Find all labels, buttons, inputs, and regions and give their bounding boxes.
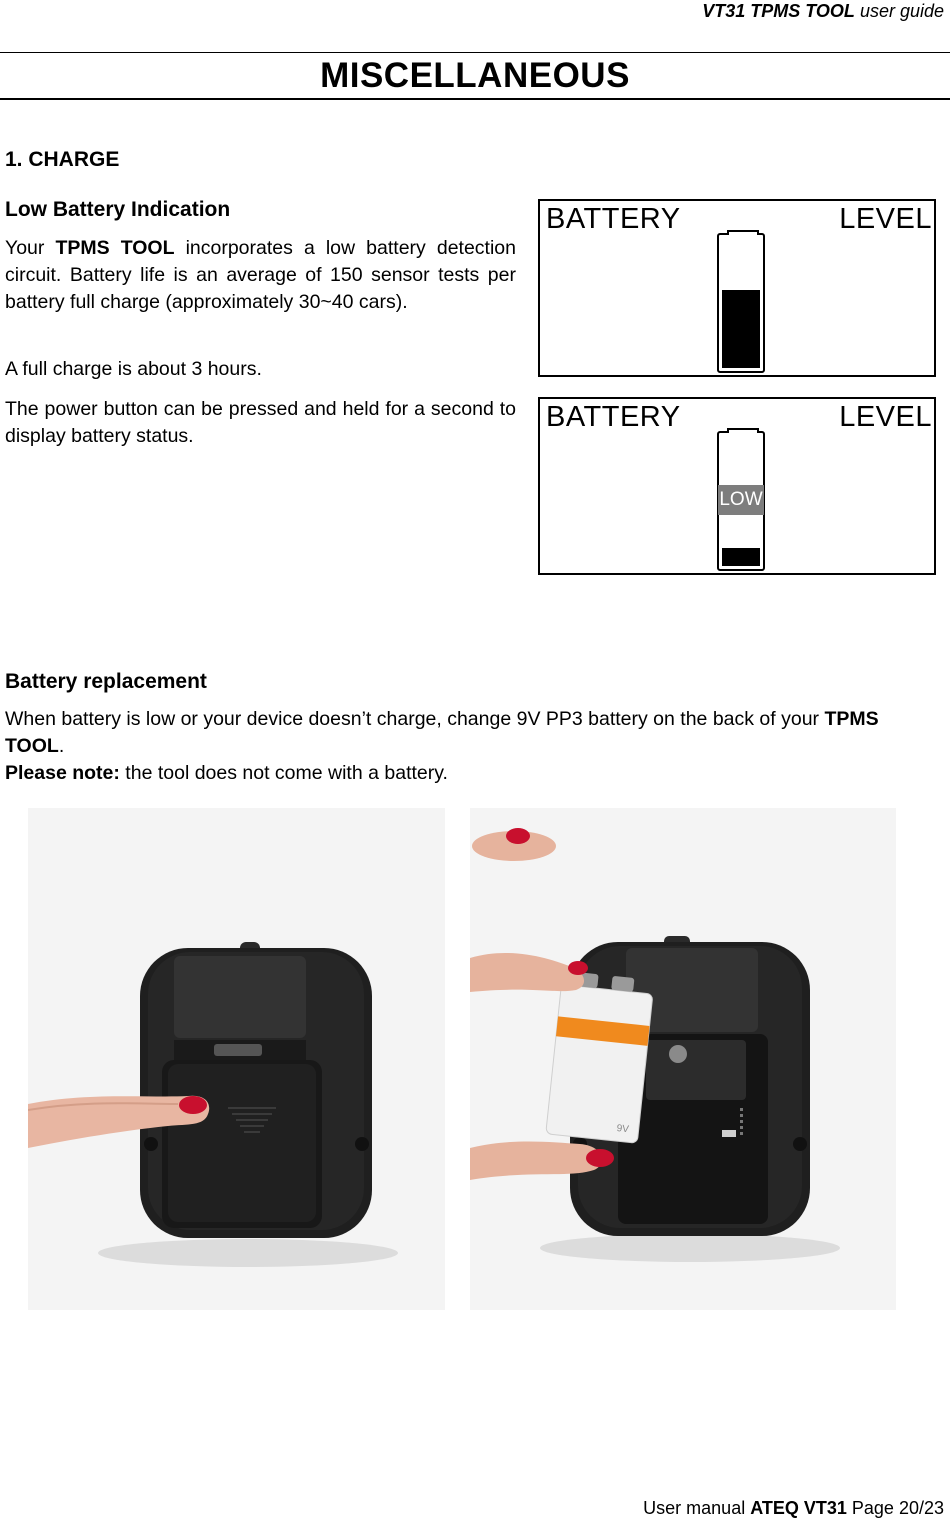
- battery-terminal: [727, 230, 759, 235]
- section-heading: 1. CHARGE: [5, 148, 120, 171]
- low-badge: LOW: [718, 485, 764, 515]
- footer-prefix: User manual: [643, 1498, 751, 1518]
- battery-fill-level: [722, 290, 760, 368]
- replacement-brand: TPMS TOOL: [5, 708, 879, 757]
- battery-terminal: [727, 428, 759, 433]
- replacement-end: .: [58, 735, 65, 757]
- p1-brand: TPMS TOOL: [55, 237, 175, 259]
- header-suffix: user guide: [859, 1, 944, 21]
- title-rule: [0, 98, 950, 100]
- low-battery-heading: Low Battery Indication: [5, 198, 231, 221]
- lcd-label-level: LEVEL: [839, 203, 932, 235]
- replacement-heading: Battery replacement: [5, 670, 207, 693]
- low-battery-paragraph-3: The power button can be pressed and held for a second to display battery status.: [5, 398, 516, 447]
- device-back-cover-image: [28, 808, 445, 1310]
- footer-page: Page 20/23: [846, 1498, 944, 1518]
- page-header: [702, 0, 944, 28]
- photo-battery-insert: [470, 808, 896, 1310]
- replacement-text: When battery is low or your device doesn’t charge, change 9V PP3 battery on the back of your: [5, 708, 825, 730]
- battery-cell-icon: [717, 431, 765, 571]
- lcd-label-battery: BATTERY: [546, 203, 681, 235]
- p1-prefix: Your: [5, 237, 56, 259]
- page-footer: [643, 1498, 944, 1519]
- note-label: Please note:: [5, 762, 120, 784]
- low-battery-paragraph-1: [5, 235, 516, 316]
- battery-full-display: [538, 199, 936, 377]
- low-battery-paragraph-2: A full charge is about 3 hours.: [5, 358, 262, 380]
- device-battery-insert-image: [470, 808, 896, 1310]
- header-rule: [0, 52, 950, 53]
- photo-battery-cover: [28, 808, 445, 1310]
- lcd-label-battery: BATTERY: [546, 401, 681, 433]
- lcd-label-level: LEVEL: [839, 401, 932, 433]
- p1-text: incorporates a low battery detection circuit. Battery life is an average of 150 sensor tests per battery full charge (approximately 30~40 cars).: [5, 237, 516, 313]
- note-text: the tool does not come with a battery.: [119, 762, 448, 784]
- battery-cell-icon: [717, 233, 765, 373]
- replacement-paragraph: [5, 706, 935, 787]
- footer-model: ATEQ VT31: [750, 1498, 847, 1518]
- page-title: MISCELLANEOUS: [320, 56, 630, 95]
- battery-low-display: [538, 397, 936, 575]
- battery-9v-label: 9V: [616, 1123, 630, 1136]
- header-product: VT31 TPMS TOOL: [702, 1, 855, 21]
- battery-fill-level: [722, 548, 760, 566]
